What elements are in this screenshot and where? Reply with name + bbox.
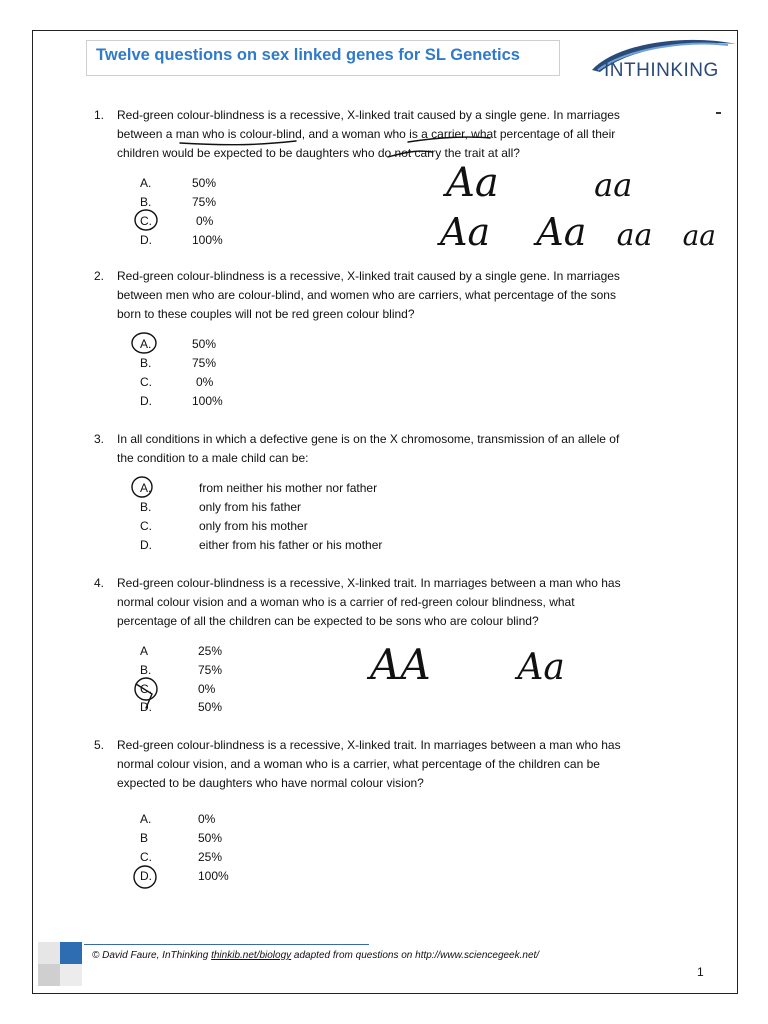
q1-option-value: 100% (192, 233, 223, 247)
inthinking-logo: INTHINKING (604, 60, 719, 81)
q3-option-value: only from his father (199, 500, 302, 514)
q3-option-letter: A. (140, 481, 152, 495)
question-5-line: Red-green colour-blindness is a recessive, X-linked trait. In marriages between a man who has (117, 738, 621, 752)
q1-option-value: 0% (196, 214, 214, 228)
q4-option-letter: D. (140, 700, 152, 714)
question-5-line: expected to be daughters who have normal colour vision? (117, 776, 424, 790)
handwritten-genotype: Aa (517, 647, 565, 688)
q4-option-letter: C. (140, 682, 152, 696)
q2-option-value: 50% (192, 337, 217, 351)
q1-option-letter: C. (140, 214, 152, 228)
question-2-number: 2. (94, 269, 105, 283)
handwritten-genotype: Aa (536, 210, 587, 254)
q2-option-letter: C. (140, 375, 152, 389)
q2-option-value: 100% (192, 394, 223, 408)
q3-option-value: only from his mother (199, 519, 308, 533)
handwritten-genotype: AA (370, 640, 431, 689)
q2-option-letter: B. (140, 356, 152, 370)
handwritten-genotype: Aa (446, 160, 499, 206)
question-4-number: 4. (94, 576, 105, 590)
q5-option-letter: D. (140, 869, 152, 883)
q5-option-value: 0% (198, 812, 216, 826)
handwritten-genotype: Aa (440, 210, 491, 254)
q1-option-letter: A. (140, 176, 152, 190)
question-4-line: percentage of all the children can be expected to be sons who are colour blind? (117, 614, 539, 628)
q5-option-value: 100% (198, 869, 229, 883)
handwritten-genotype: aa (594, 166, 633, 204)
q5-option-letter: A. (140, 812, 152, 826)
q2-option-value: 0% (196, 375, 214, 389)
question-4-line: Red-green colour-blindness is a recessive, X-linked trait. In marriages between a man who has (117, 576, 621, 590)
question-3-number: 3. (94, 432, 105, 446)
q4-option-value: 25% (198, 644, 223, 658)
q4-option-value: 0% (198, 682, 216, 696)
q4-option-letter: B. (140, 663, 152, 677)
handwriting-q1-row2 (440, 210, 716, 254)
question-1-number: 1. (94, 108, 105, 122)
q4-option-value: 50% (198, 700, 223, 714)
handwriting-q4 (370, 640, 565, 689)
q3-option-value: from neither his mother nor father (199, 481, 378, 495)
question-3-line: In all conditions in which a defective gene is on the X chromosome, transmission of an allele of (117, 432, 620, 446)
question-2-line: Red-green colour-blindness is a recessive, X-linked trait caused by a single gene. In marriages (117, 269, 620, 283)
q5-option-letter: B (140, 831, 149, 845)
q4-option-value: 75% (198, 663, 223, 677)
footer-link[interactable]: thinkib.net/biology (211, 950, 292, 961)
q3-option-value: either from his father or his mother (199, 538, 383, 552)
question-1-line: children would be expected to be daughters who do not carry the trait at all? (117, 146, 520, 160)
question-2-line: between men who are colour-blind, and women who are carriers, what percentage of the sons (117, 288, 616, 302)
footer-credit (92, 950, 539, 961)
q1-option-value: 50% (192, 176, 217, 190)
footer-prefix: © David Faure, InThinking (92, 950, 212, 961)
q3-option-letter: D. (140, 538, 152, 552)
question-4-line: normal colour vision and a woman who is a carrier of red-green colour blindness, what (117, 595, 575, 609)
page-title: Twelve questions on sex linked genes for SL Genetics (96, 46, 520, 64)
q2-option-letter: A. (140, 337, 152, 351)
q1-option-value: 75% (192, 195, 217, 209)
q5-option-value: 50% (198, 831, 223, 845)
stray-mark (716, 112, 721, 114)
q4-option-letter: A (140, 644, 149, 658)
question-3-line: the condition to a male child can be: (117, 451, 309, 465)
footer-rule (84, 944, 369, 945)
question-5-number: 5. (94, 738, 105, 752)
handwritten-genotype: aa (616, 218, 653, 253)
q5-option-letter: C. (140, 850, 152, 864)
question-2-line: born to these couples will not be red green colour blind? (117, 307, 415, 321)
q3-option-letter: B. (140, 500, 152, 514)
q1-option-letter: D. (140, 233, 152, 247)
footer-suffix: adapted from questions on http://www.sciencegeek.net/ (291, 950, 540, 961)
question-1-line: between a man who is colour-blind, and a woman who is a carrier, what percentage of all their (117, 127, 616, 141)
q2-option-letter: D. (140, 394, 152, 408)
handwriting-q1-row1 (446, 160, 632, 206)
q3-option-letter: C. (140, 519, 152, 533)
q5-option-value: 25% (198, 850, 223, 864)
question-1-line: Red-green colour-blindness is a recessive, X-linked trait caused by a single gene. In marriages (117, 108, 620, 122)
q2-option-value: 75% (192, 356, 217, 370)
page-number: 1 (697, 965, 704, 979)
question-5-line: normal colour vision, and a woman who is a carrier, what percentage of the children can be (117, 757, 600, 771)
handwritten-genotype: aa (682, 219, 716, 252)
q1-option-letter: B. (140, 195, 152, 209)
